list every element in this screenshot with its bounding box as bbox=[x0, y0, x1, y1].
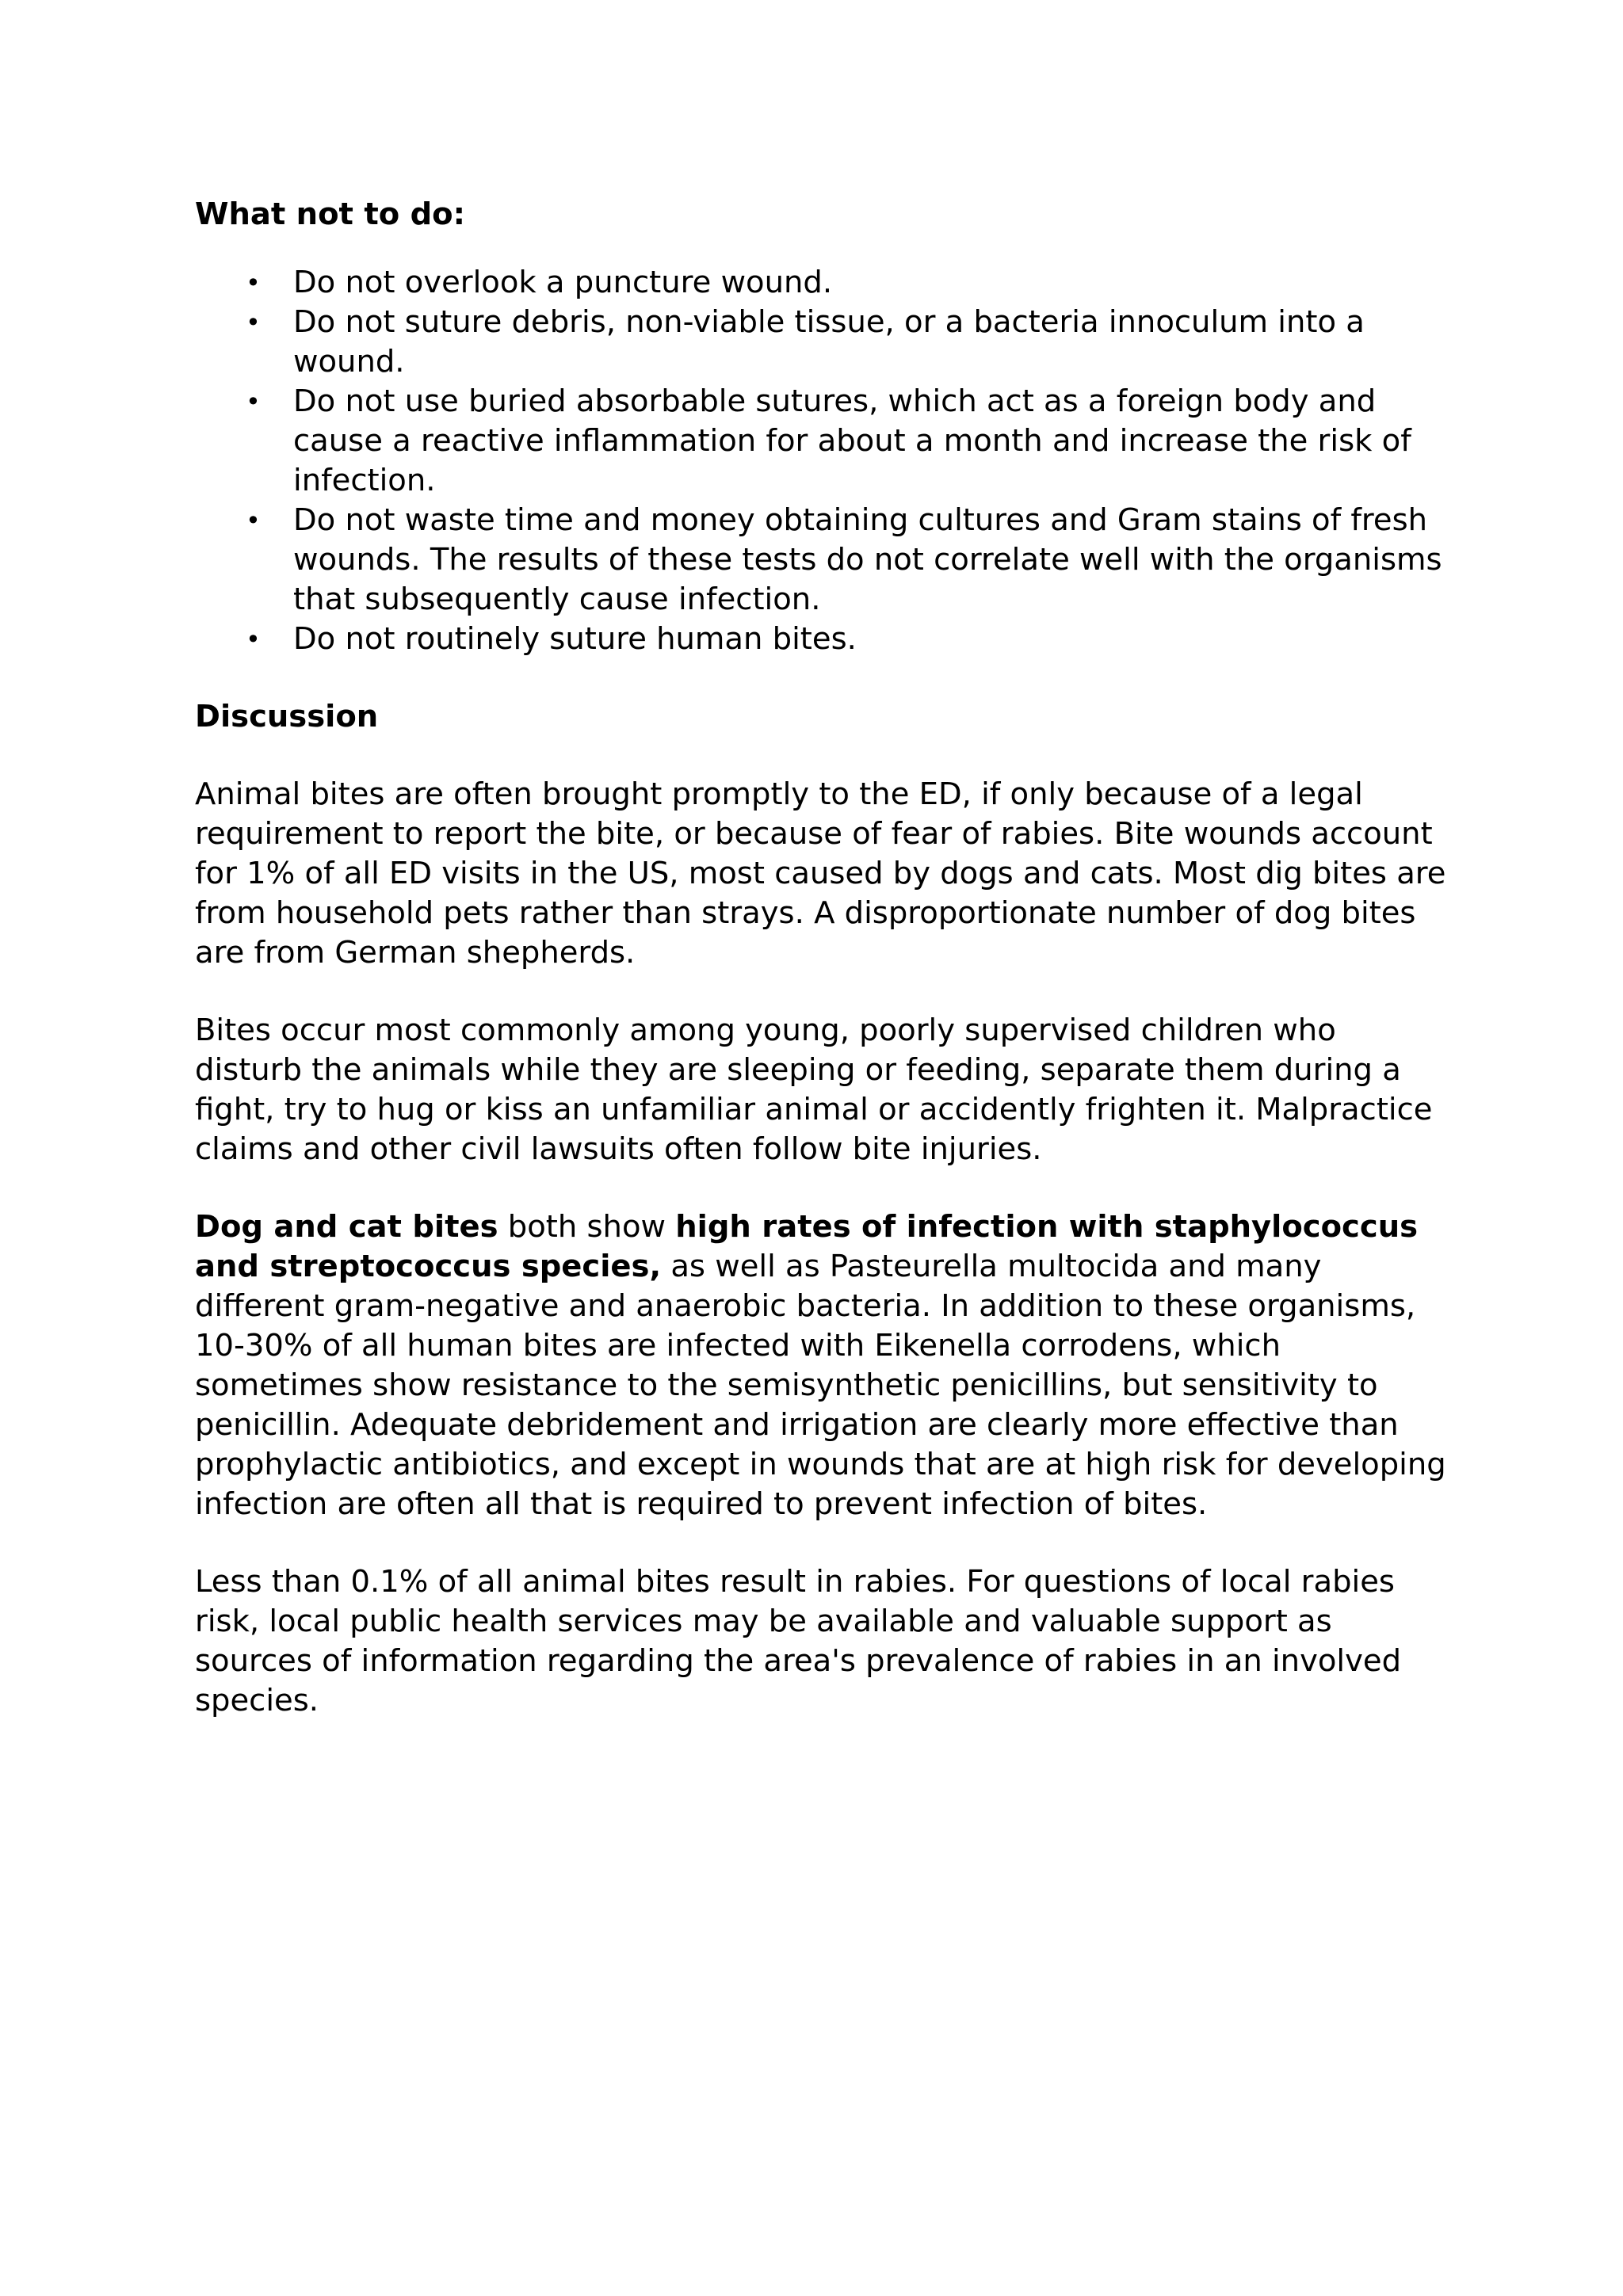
paragraph-text: as well as Pasteurella multocida and many different gram-negative and anaerobic bacteria. In addition to these organisms, 10-30% of all human bites are infected with Eikenella corrodens, which sometimes show resistance to the semisynthetic penicillins, but sensitivity to penicillin. Adequate debridement and irrigation are clearly more effective than prophylactic antibiotics, and except in wounds that are at high risk for developing infection are often all that is required to prevent infection of bites. bbox=[195, 1249, 1446, 1522]
list-item bbox=[195, 263, 1447, 303]
list-item-text: Do not overlook a puncture wound. bbox=[293, 265, 833, 300]
list-item-text: Do not use buried absorbable sutures, which act as a foreign body and cause a reactive inflammation for about a month and increase the risk of infection. bbox=[293, 383, 1411, 498]
list-item-text: Do not routinely suture human bites. bbox=[293, 621, 857, 657]
bold-phrase-infection-rates: high rates of infection with staphylococcus and streptococcus species, bbox=[195, 1209, 1419, 1284]
what-not-heading: What not to do: bbox=[195, 196, 465, 232]
list-item bbox=[195, 382, 1447, 501]
bold-phrase-dog-cat-bites: Dog and cat bites bbox=[195, 1209, 498, 1245]
what-not-list bbox=[195, 263, 1447, 659]
bullet-icon: • bbox=[246, 307, 261, 338]
bullet-icon: • bbox=[246, 387, 261, 417]
list-item bbox=[195, 501, 1447, 620]
discussion-paragraph-2: Bites occur most commonly among young, poorly supervised children who disturb the animals while they are sleeping or feeding, separate them during a fight, try to hug or kiss an unfamiliar animal or accidently frighten it. Malpractice claims and other civil lawsuits often follow bite injuries. bbox=[195, 1013, 1433, 1167]
document-page bbox=[195, 195, 1447, 1721]
list-item-text: Do not suture debris, non-viable tissue, or a bacteria innoculum into a wound. bbox=[293, 304, 1365, 379]
bullet-icon: • bbox=[246, 505, 261, 536]
bullet-icon: • bbox=[246, 268, 261, 298]
paragraph-text: both show bbox=[498, 1209, 676, 1245]
discussion-heading: Discussion bbox=[195, 699, 379, 734]
list-item-text: Do not waste time and money obtaining cultures and Gram stains of fresh wounds. The results of these tests do not correlate well with the organisms that subsequently cause infection. bbox=[293, 502, 1442, 617]
discussion-paragraph-4: Less than 0.1% of all animal bites result in rabies. For questions of local rabies risk, local public health services may be available and valuable support as sources of information regarding the area's prevalence of rabies in an involved species. bbox=[195, 1564, 1402, 1718]
discussion-paragraph-3 bbox=[195, 1207, 1447, 1524]
list-item bbox=[195, 303, 1447, 382]
list-item bbox=[195, 620, 1447, 659]
bullet-icon: • bbox=[246, 624, 261, 654]
discussion-paragraph-1: Animal bites are often brought promptly to the ED, if only because of a legal requirement to report the bite, or because of fear of rabies. Bite wounds account for 1% of all ED visits in the US, most caused by dogs and cats. Most dig bites are from household pets rather than strays. A disproportionate number of dog bites are from German shepherds. bbox=[195, 776, 1446, 971]
